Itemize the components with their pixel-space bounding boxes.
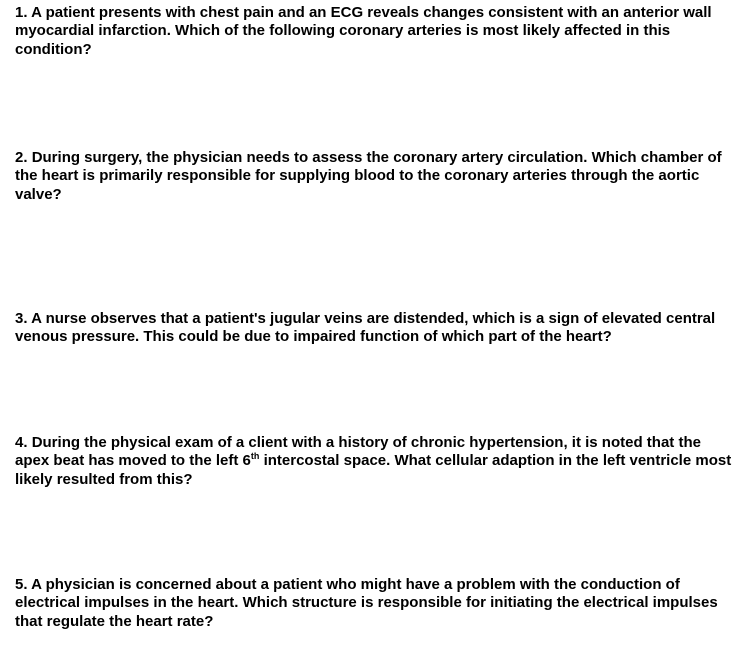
question-4 — [15, 434, 737, 489]
question-number: 1. — [15, 4, 28, 21]
question-text: A patient presents with chest pain and an ECG reveals changes consistent with an anterior wall myocardial infarction. Which of the following coronary arteries is most likely affected in this condition? — [15, 4, 712, 58]
ordinal-superscript: th — [250, 451, 260, 462]
question-number: 5. — [15, 576, 28, 593]
question-text-end: intercostal space. What cellular adaption in the left ventricle most likely resulted from this? — [15, 452, 732, 488]
question-3 — [15, 310, 737, 347]
question-1 — [15, 4, 737, 59]
question-text-start: During the physical exam of a client with a history of chronic hypertension, it is noted that the apex beat has moved to the left 6 — [15, 434, 701, 470]
question-text: During surgery, the physician needs to assess the coronary artery circulation. Which chamber of the heart is primarily responsible for supplying blood to the coronary arteries through the aortic valve? — [15, 149, 722, 203]
question-number: 3. — [15, 310, 28, 327]
question-number: 4. — [15, 434, 28, 451]
question-text: A nurse observes that a patient's jugular veins are distended, which is a sign of elevated central venous pressure. This could be due to impaired function of which part of the heart? — [15, 310, 716, 346]
question-text: A physician is concerned about a patient who might have a problem with the conduction of electrical impulses in the heart. Which structure is responsible for initiating the electrical impulses that regulate the heart rate? — [15, 576, 718, 630]
question-5 — [15, 576, 737, 631]
question-number: 2. — [15, 149, 28, 166]
question-2 — [15, 149, 737, 204]
